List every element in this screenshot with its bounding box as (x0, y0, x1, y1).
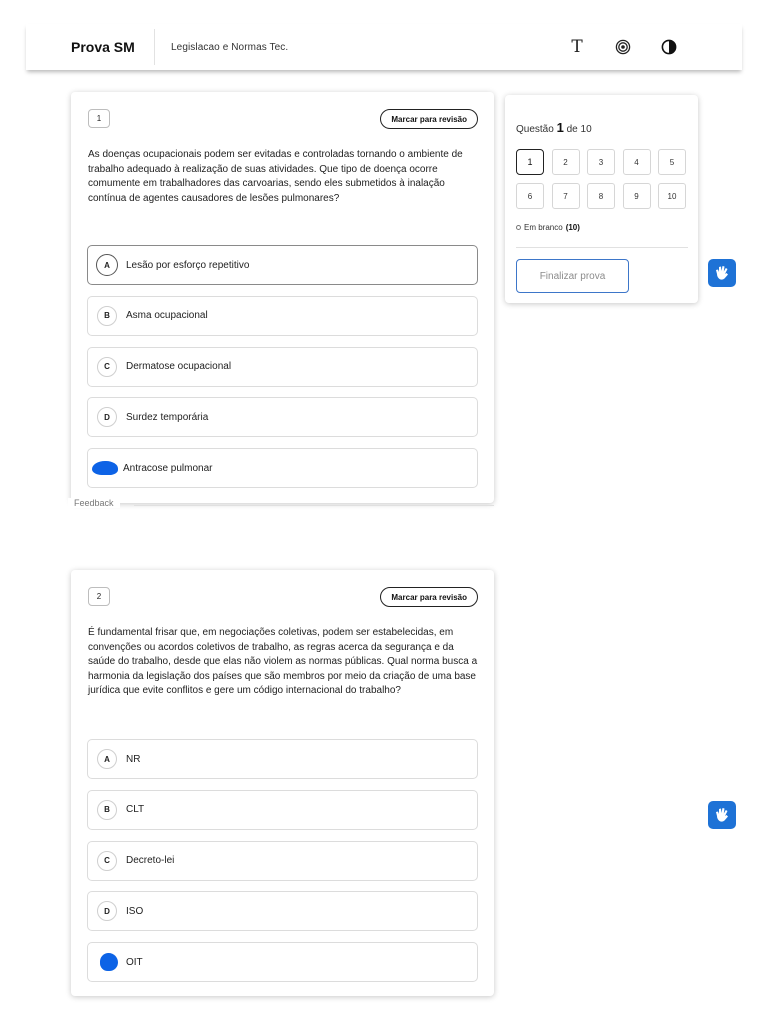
option-letter: A (96, 254, 118, 276)
text-size-icon[interactable]: T (571, 37, 583, 57)
nav-question-1[interactable]: 1 (516, 149, 544, 175)
question-navigator (505, 95, 698, 303)
option-label: Dermatose ocupacional (126, 361, 232, 373)
finish-exam-button[interactable]: Finalizar prova (516, 259, 629, 293)
answer-options (87, 739, 478, 993)
question-grid (516, 149, 688, 209)
hand-sign-icon (713, 806, 731, 824)
hand-sign-icon (713, 264, 731, 282)
option-letter: C (97, 357, 117, 377)
header-tools (554, 36, 692, 58)
nav-question-7[interactable]: 7 (552, 183, 580, 209)
option-letter: A (97, 749, 117, 769)
option-c[interactable] (87, 347, 478, 387)
option-a[interactable] (87, 739, 478, 779)
nav-question-3[interactable]: 3 (587, 149, 615, 175)
navigator-title-middle: de (566, 124, 578, 135)
option-b[interactable] (87, 296, 478, 336)
question-number: 2 (88, 587, 110, 606)
option-d[interactable] (87, 891, 478, 931)
option-letter: D (97, 901, 117, 921)
blank-status (516, 223, 580, 232)
option-letter: D (97, 407, 117, 427)
navigator-current: 1 (556, 120, 564, 135)
option-marker-blob (92, 461, 118, 475)
nav-question-9[interactable]: 9 (623, 183, 651, 209)
navigator-title (516, 120, 592, 135)
option-letter: C (97, 851, 117, 871)
option-e[interactable] (87, 942, 478, 982)
option-label: OIT (126, 956, 143, 968)
option-label: Antracose pulmonar (123, 462, 213, 474)
blank-dot-icon (516, 225, 521, 230)
answer-options (87, 245, 478, 499)
navigator-title-prefix: Questão (516, 124, 554, 135)
feedback-divider (134, 505, 494, 506)
nav-question-10[interactable]: 10 (658, 183, 686, 209)
option-label: NR (126, 753, 141, 765)
navigator-total: 10 (580, 124, 592, 135)
option-label: Surdez temporária (126, 411, 209, 423)
option-c[interactable] (87, 841, 478, 881)
blank-count: (10) (565, 223, 580, 232)
top-bar (26, 24, 742, 70)
option-letter: B (97, 800, 117, 820)
question-card-2 (71, 570, 494, 996)
option-marker-blob (100, 953, 118, 971)
sign-language-button[interactable] (708, 801, 736, 829)
question-text: É fundamental frisar que, em negociações coletivas, podem ser estabelecidas, em convenções ou acordos coletivos de trabalho, as regras acerca da segurança e da saúde do trabalho, desde que elas não violem as normas públicas. Qual norma busca a harmonia da legislação dos países que são membros por meio da criação de uma base jurídica que evite conflitos e gere um código internacional do trabalho? (88, 627, 478, 697)
navigator-divider (516, 247, 688, 248)
option-b[interactable] (87, 790, 478, 830)
option-label: Asma ocupacional (126, 310, 208, 322)
option-e[interactable] (87, 448, 478, 488)
option-label: CLT (126, 804, 145, 816)
question-card-1 (71, 92, 494, 503)
mark-for-review-button[interactable]: Marcar para revisão (380, 109, 478, 129)
brand-title: Prova SM (71, 39, 135, 55)
subject-title: Legislacao e Normas Tec. (171, 41, 289, 53)
question-text: As doenças ocupacionais podem ser evitadas e controladas tornando o ambiente de trabalho adequado à realização de suas atividades. Que tipo de doença ocorre comumente em trabalhadores das carvoarias, sendo eles submetidos à inalação contínua de agentes causadores de lesões pulmonares? (88, 149, 463, 204)
option-label: ISO (126, 905, 144, 917)
mark-for-review-button[interactable]: Marcar para revisão (380, 587, 478, 607)
nav-question-8[interactable]: 8 (587, 183, 615, 209)
question-number: 1 (88, 109, 110, 128)
option-a[interactable] (87, 245, 478, 285)
target-icon[interactable] (600, 36, 646, 58)
blank-label: Em branco (524, 223, 563, 232)
contrast-icon[interactable] (646, 36, 692, 58)
nav-question-5[interactable]: 5 (658, 149, 686, 175)
nav-question-4[interactable]: 4 (623, 149, 651, 175)
option-label: Decreto-lei (126, 855, 175, 867)
option-d[interactable] (87, 397, 478, 437)
option-label: Lesão por esforço repetitivo (126, 259, 250, 271)
feedback-link[interactable]: Feedback (68, 498, 120, 508)
nav-question-2[interactable]: 2 (552, 149, 580, 175)
nav-question-6[interactable]: 6 (516, 183, 544, 209)
sign-language-button[interactable] (708, 259, 736, 287)
option-letter: B (97, 306, 117, 326)
